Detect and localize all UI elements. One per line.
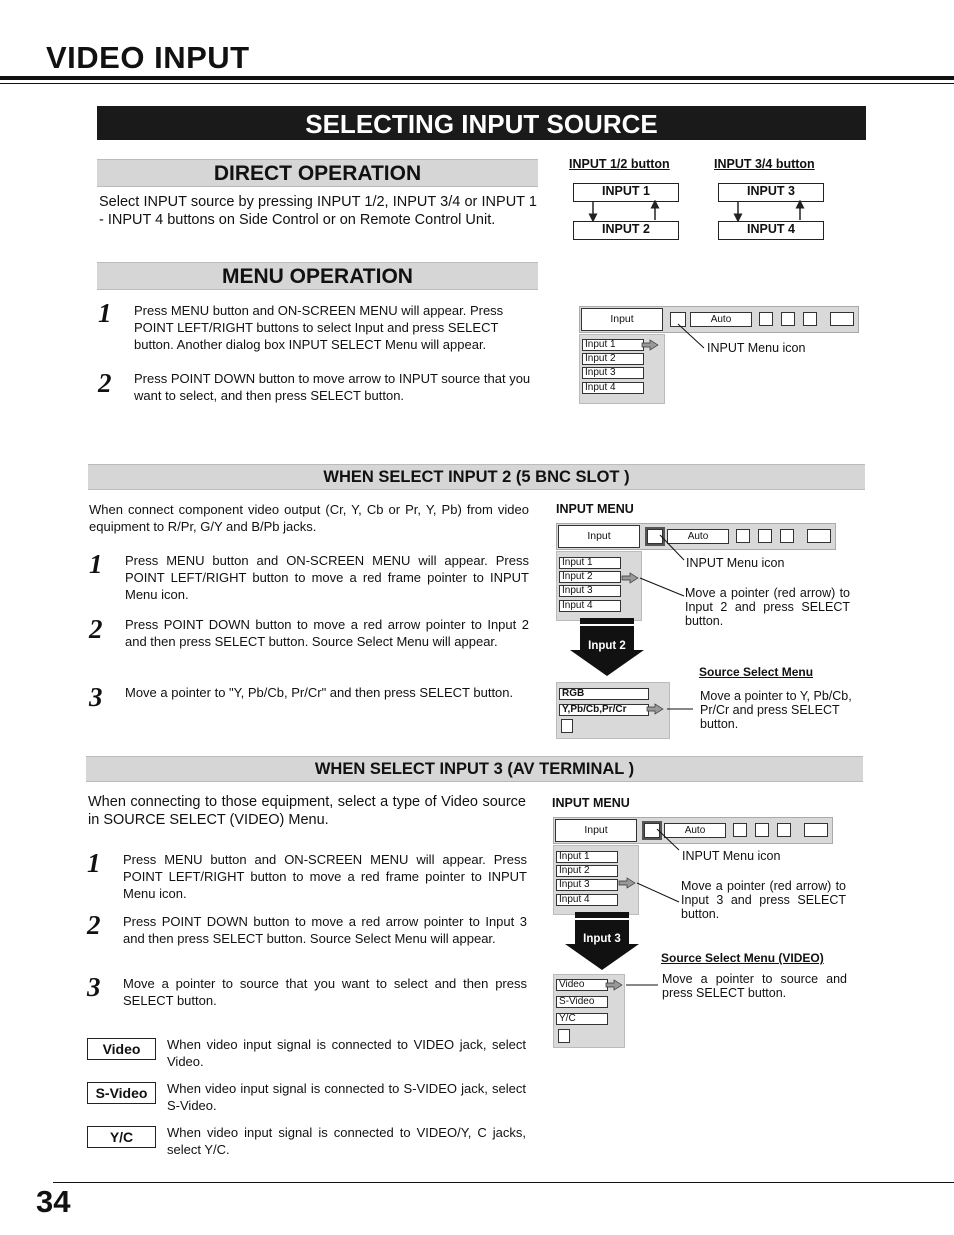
option-label-y-c: Y/C: [87, 1126, 156, 1148]
callout-pointer: Move a pointer (red arrow) to Input 3 and press SELECT button.: [681, 879, 846, 921]
menu-operation-heading: MENU OPERATION: [97, 262, 538, 290]
input2-box: INPUT 2: [573, 221, 679, 240]
menu-auto-label: Auto: [664, 823, 726, 838]
menu-auto-label: Auto: [690, 312, 752, 327]
step-text: Press POINT DOWN button to move a red arrow pointer to Input 2 and then press SELECT button. Source Select Menu will appear.: [125, 617, 529, 649]
source-select-title: Source Select Menu: [699, 665, 814, 679]
footer-rule: [53, 1182, 954, 1183]
callout-source: Move a pointer to Y, Pb/Cb, Pr/Cr and press SELECT button.: [700, 689, 852, 731]
callout-input-menu-icon: INPUT Menu icon: [707, 341, 806, 355]
input34-button-label: INPUT 3/4 button: [714, 157, 815, 171]
menu-icon: [830, 312, 854, 326]
menu-icon: [755, 823, 769, 837]
arrow-stem-bar: [575, 912, 629, 918]
red-arrow-pointer-icon: [606, 980, 622, 990]
step-text: Press MENU button and ON-SCREEN MENU will appear. Press POINT LEFT/RIGHT button to move a red frame pointer to INPUT Menu icon.: [123, 852, 527, 901]
callout-input-menu-icon: INPUT Menu icon: [686, 556, 785, 570]
direct-operation-text: Select INPUT source by pressing INPUT 1/2, INPUT 3/4 or INPUT 1 - INPUT 4 buttons on Side Control or on Remote Control Unit.: [99, 194, 537, 228]
menu-item: Input 3: [582, 367, 644, 379]
menu-icon: [736, 529, 750, 543]
source-item: Y/C: [556, 1013, 608, 1025]
menu-item: Input 1: [556, 851, 618, 863]
input2-diagram-graphics: [560, 530, 700, 680]
menu-icon: [807, 529, 831, 543]
step-number: 2: [89, 614, 103, 644]
callout-line: [640, 578, 684, 596]
step-text: Press POINT DOWN button to move a red arrow pointer to Input 3 and then press SELECT button. Source Select Menu will appear.: [123, 914, 527, 946]
source-item: S-Video: [556, 996, 608, 1008]
menu-item: Input 2: [559, 571, 621, 583]
exit-icon: [558, 1029, 570, 1043]
menu-icon: [758, 529, 772, 543]
input3-intro: When connecting to those equipment, select a type of Video source in SOURCE SELECT (VIDEO) Menu.: [88, 794, 526, 828]
menu-item: Input 3: [559, 585, 621, 597]
menu-input-label: Input: [581, 308, 663, 331]
menu-item: Input 1: [559, 557, 621, 569]
callout-line: [657, 829, 679, 850]
title-rule: [0, 76, 954, 80]
input3-heading: WHEN SELECT INPUT 3 (AV TERMINAL ): [86, 756, 863, 782]
input2-intro: When connect component video output (Cr, Y, Cb or Pr, Y, Pb) from video equipment to R/Pr, G/Y and B/Pb jacks.: [89, 502, 529, 534]
red-arrow-pointer-icon: [622, 573, 638, 583]
step-text: Press POINT DOWN button to move arrow to INPUT source that you want to select, and then press SELECT button.: [134, 371, 531, 403]
callout-source: Move a pointer to source and press SELECT button.: [662, 972, 847, 1000]
input-menu-title: INPUT MENU: [552, 796, 630, 810]
callout-line: [637, 883, 679, 902]
section-title: SELECTING INPUT SOURCE: [97, 106, 866, 140]
option-text-y-c: When video input signal is connected to VIDEO/Y, C jacks, select Y/C.: [167, 1125, 526, 1157]
source-item: Y,Pb/Cb,Pr/Cr: [559, 704, 649, 716]
menu-item: Input 4: [556, 894, 618, 906]
exit-icon: [561, 719, 573, 733]
source-pointer-graphics: [604, 977, 664, 997]
source-select-video-title: Source Select Menu (VIDEO): [661, 951, 824, 965]
step-number: 3: [89, 682, 103, 712]
step-number: 3: [87, 972, 101, 1002]
menu-input-label: Input: [555, 819, 637, 842]
menu-item: Input 2: [582, 353, 644, 365]
option-label-video: Video: [87, 1038, 156, 1060]
step-number: 2: [98, 368, 112, 398]
source-item: Video: [556, 979, 608, 991]
input1-box: INPUT 1: [573, 183, 679, 202]
down-arrow-icon: [565, 920, 639, 970]
menu-icon: [781, 312, 795, 326]
input2-heading: WHEN SELECT INPUT 2 (5 BNC SLOT ): [88, 464, 865, 490]
input4-box: INPUT 4: [718, 221, 824, 240]
page-title: VIDEO INPUT: [46, 40, 250, 75]
arrow-label: Input 3: [583, 933, 621, 945]
source-pointer-graphics: [645, 696, 695, 716]
menu-item: Input 4: [559, 600, 621, 612]
step-text: Move a pointer to "Y, Pb/Cb, Pr/Cr" and then press SELECT button.: [125, 685, 514, 700]
menu-icon: [777, 823, 791, 837]
menu-item: Input 2: [556, 865, 618, 877]
option-text-s-video: When video input signal is connected to S-VIDEO jack, select S-Video.: [167, 1081, 526, 1113]
red-arrow-pointer-icon: [647, 704, 663, 714]
toggle-arrows: [573, 200, 833, 222]
step-number: 1: [89, 549, 103, 579]
step-number: 1: [87, 848, 101, 878]
red-arrow-pointer-icon: [619, 878, 635, 888]
menu-icon: [759, 312, 773, 326]
arrow-stem-bar: [580, 618, 634, 624]
source-item: RGB: [559, 688, 649, 700]
step-text: Press MENU button and ON-SCREEN MENU will appear. Press POINT LEFT/RIGHT button to move a red frame pointer to INPUT Menu icon.: [125, 553, 529, 602]
step-text: Press MENU button and ON-SCREEN MENU will appear. Press POINT LEFT/RIGHT buttons to select Input and press SELECT button. Another dialog box INPUT SELECT Menu will appear.: [134, 303, 504, 352]
option-text-video: When video input signal is connected to VIDEO jack, select Video.: [167, 1037, 526, 1069]
title-rule-thin: [0, 83, 954, 84]
menu-icon: [780, 529, 794, 543]
callout-input-menu-icon: INPUT Menu icon: [682, 849, 781, 863]
input12-button-label: INPUT 1/2 button: [569, 157, 670, 171]
callout-pointer: Move a pointer (red arrow) to Input 2 and press SELECT button.: [685, 586, 850, 628]
menu-auto-label: Auto: [667, 529, 729, 544]
callout-line: [678, 324, 704, 348]
callout-line: [660, 535, 684, 560]
arrow-label: Input 2: [588, 640, 626, 652]
menu-icon: [804, 823, 828, 837]
step-text: Move a pointer to source that you want to select and then press SELECT button.: [123, 976, 527, 1008]
input3-box: INPUT 3: [718, 183, 824, 202]
menu-icon: [733, 823, 747, 837]
menu-input-label: Input: [558, 525, 640, 548]
menu-item: Input 1: [582, 339, 644, 351]
input-menu-title: INPUT MENU: [556, 502, 634, 516]
step-number: 1: [98, 298, 112, 328]
direct-operation-heading: DIRECT OPERATION: [97, 159, 538, 187]
menu-item: Input 3: [556, 879, 618, 891]
page-number: 34: [36, 1184, 71, 1219]
menu-item: Input 4: [582, 382, 644, 394]
menu-icon: [803, 312, 817, 326]
red-arrow-pointer-icon: [642, 340, 658, 350]
option-label-s-video: S-Video: [87, 1082, 156, 1104]
step-number: 2: [87, 910, 101, 940]
